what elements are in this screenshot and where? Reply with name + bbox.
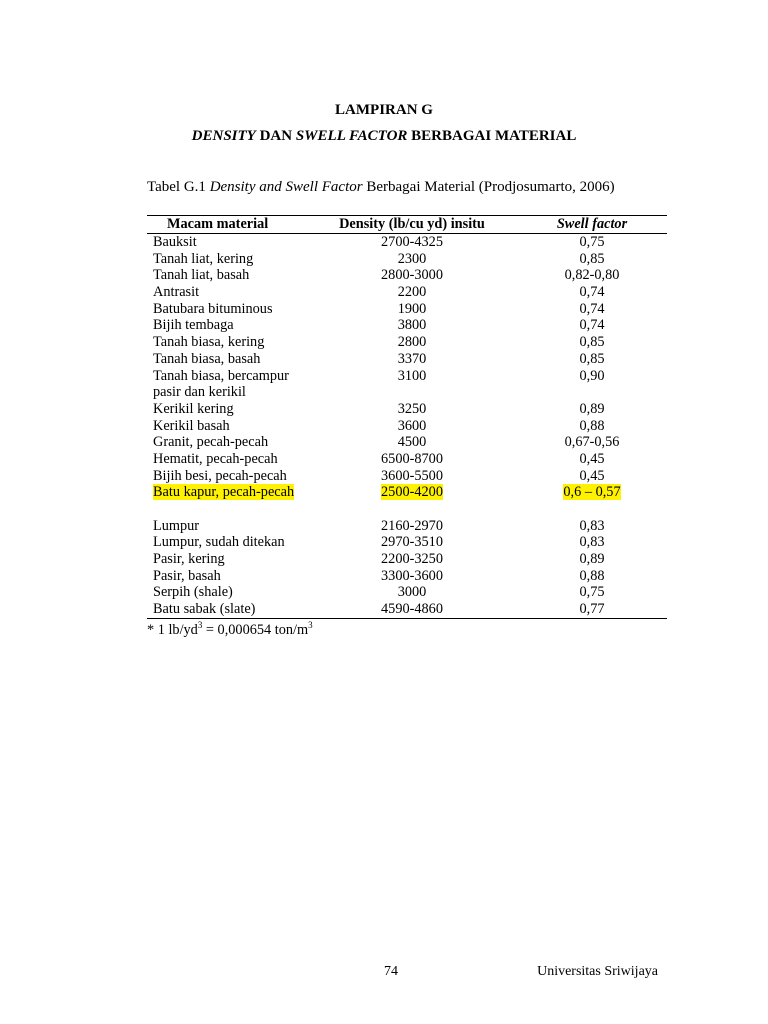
cell-swell-text: 0,85 <box>579 334 605 351</box>
cell-density-text: 2700-4325 <box>381 234 443 250</box>
table-body <box>147 234 667 618</box>
cell-swell <box>517 434 667 451</box>
cell-density <box>327 301 497 318</box>
cell-density <box>327 434 497 451</box>
table-row <box>147 484 667 517</box>
cell-density-text: 2500-4200 <box>381 484 443 501</box>
cell-swell-text: 0,83 <box>579 517 605 534</box>
cell-density-text: 3600 <box>397 417 427 434</box>
cell-density-text: 3370 <box>397 350 427 367</box>
cell-material <box>153 468 313 485</box>
cell-swell <box>517 251 667 268</box>
cell-swell <box>517 317 667 334</box>
cell-material-text: Serpih (shale) <box>153 584 233 601</box>
table-caption <box>147 179 615 196</box>
cell-material-text: Bijih tembaga <box>153 317 234 334</box>
table-row <box>147 317 667 334</box>
cell-material-text: Pasir, basah <box>153 567 221 584</box>
footnote-sup2: 3 <box>308 620 313 630</box>
cell-swell-text: 0,45 <box>579 467 605 484</box>
cell-density <box>327 518 497 535</box>
header-density: Density (lb/cu yd) insitu <box>339 216 485 232</box>
cell-density-text: 2200-3250 <box>381 551 443 568</box>
cell-material <box>153 284 313 301</box>
table-bottom-rule <box>147 618 667 619</box>
header-material: Macam material <box>167 216 269 232</box>
cell-swell <box>517 301 667 318</box>
cell-swell <box>517 484 667 501</box>
caption-italic: Density and Swell Factor <box>209 179 363 195</box>
footnote-part1: * 1 lb/yd <box>147 621 198 638</box>
cell-density-text: 2200 <box>397 284 427 301</box>
appendix-subtitle <box>0 128 768 145</box>
cell-swell-text: 0,74 <box>579 317 605 334</box>
cell-density <box>327 534 497 551</box>
cell-material-text: Tanah liat, kering <box>153 250 254 267</box>
table-row <box>147 368 667 401</box>
cell-density <box>327 368 497 385</box>
cell-density <box>327 551 497 568</box>
cell-swell-text: 0,77 <box>579 601 605 618</box>
cell-density-text: 6500-8700 <box>381 450 443 467</box>
table-row <box>147 468 667 485</box>
cell-material-text: Kerikil kering <box>153 400 234 417</box>
cell-density-text: 2300 <box>397 250 427 267</box>
table-row <box>147 418 667 435</box>
cell-density-text: 3800 <box>397 317 427 334</box>
cell-material-text: Bauksit <box>153 234 197 250</box>
table-row <box>147 434 667 451</box>
cell-material <box>153 401 313 418</box>
cell-swell-text: 0,45 <box>579 450 605 467</box>
subtitle-italic-density: DENSITY <box>191 128 256 144</box>
cell-material <box>153 368 313 401</box>
cell-swell-text: 0,88 <box>579 417 605 434</box>
subtitle-end: BERBAGAI MATERIAL <box>407 128 577 144</box>
cell-density <box>327 317 497 334</box>
university-name: Universitas Sriwijaya <box>537 964 658 979</box>
cell-material <box>153 234 313 251</box>
cell-swell-text: 0,83 <box>579 534 605 551</box>
cell-density-text: 2800-3000 <box>381 267 443 284</box>
cell-material-text: Batu kapur, pecah-pecah <box>153 484 295 501</box>
cell-material-text: Bijih besi, pecah-pecah <box>153 467 287 484</box>
cell-density-text: 3600-5500 <box>381 467 443 484</box>
cell-swell <box>517 551 667 568</box>
cell-material-text: Tanah liat, basah <box>153 267 250 284</box>
table-row <box>147 284 667 301</box>
cell-density <box>327 251 497 268</box>
cell-material <box>153 518 313 535</box>
cell-swell <box>517 334 667 351</box>
cell-swell-text: 0,90 <box>579 367 605 384</box>
cell-density <box>327 601 497 618</box>
cell-density-text: 3000 <box>397 584 427 601</box>
cell-material-text: Tanah biasa, basah <box>153 350 261 367</box>
table-row <box>147 534 667 551</box>
cell-density <box>327 267 497 284</box>
cell-material <box>153 584 313 601</box>
cell-swell-text: 0,67-0,56 <box>564 434 620 451</box>
cell-swell <box>517 534 667 551</box>
cell-material <box>153 551 313 568</box>
cell-density-text: 3100 <box>397 367 427 384</box>
cell-swell-text: 0,6 – 0,57 <box>563 484 621 501</box>
cell-swell <box>517 451 667 468</box>
table-header-row <box>147 215 667 234</box>
caption-prefix: Tabel G.1 <box>147 179 210 195</box>
cell-swell <box>517 568 667 585</box>
cell-material <box>153 434 313 451</box>
cell-material <box>153 484 313 501</box>
cell-swell <box>517 284 667 301</box>
table-row <box>147 234 667 251</box>
cell-material <box>153 251 313 268</box>
material-table <box>147 215 667 619</box>
cell-swell-text: 0,89 <box>579 400 605 417</box>
cell-density <box>327 351 497 368</box>
cell-swell-text: 0,89 <box>579 551 605 568</box>
table-row <box>147 568 667 585</box>
cell-material-text: Tanah biasa, kering <box>153 334 265 351</box>
subtitle-italic-swell: SWELL FACTOR <box>295 128 408 144</box>
cell-density <box>327 468 497 485</box>
cell-density-text: 1900 <box>397 300 427 317</box>
cell-material-text: Antrasit <box>153 284 200 301</box>
table-row <box>147 301 667 318</box>
cell-material <box>153 534 313 551</box>
cell-swell-text: 0,75 <box>579 234 605 250</box>
cell-swell <box>517 468 667 485</box>
footnote <box>147 620 313 639</box>
cell-swell <box>517 234 667 251</box>
table-row <box>147 351 667 368</box>
cell-swell <box>517 401 667 418</box>
cell-density <box>327 418 497 435</box>
table-row <box>147 518 667 535</box>
table-row <box>147 267 667 284</box>
table-row <box>147 251 667 268</box>
cell-density-text: 2800 <box>397 334 427 351</box>
table-row <box>147 334 667 351</box>
cell-density <box>327 584 497 601</box>
cell-material-text: Pasir, kering <box>153 551 225 568</box>
cell-material <box>153 601 313 618</box>
cell-material-text: Lumpur, sudah ditekan <box>153 534 285 551</box>
cell-material <box>153 301 313 318</box>
cell-swell <box>517 267 667 284</box>
cell-material <box>153 351 313 368</box>
caption-suffix: Berbagai Material (Prodjosumarto, 2006) <box>362 179 615 195</box>
cell-density <box>327 334 497 351</box>
cell-material-text: Tanah biasa, bercampur pasir dan kerikil <box>153 367 289 401</box>
cell-material-text: Batubara bituminous <box>153 300 273 317</box>
footnote-part2: = 0,000654 ton/m <box>202 621 309 638</box>
cell-density <box>327 484 497 501</box>
table-row <box>147 551 667 568</box>
cell-material-text: Batu sabak (slate) <box>153 601 256 618</box>
page-number: 74 <box>384 964 398 979</box>
cell-swell-text: 0,74 <box>579 300 605 317</box>
cell-swell-text: 0,82-0,80 <box>564 267 620 284</box>
cell-swell <box>517 351 667 368</box>
cell-density <box>327 234 497 251</box>
cell-density <box>327 401 497 418</box>
table-row <box>147 451 667 468</box>
footnote-sup1: 3 <box>197 620 203 630</box>
cell-material <box>153 334 313 351</box>
cell-density <box>327 451 497 468</box>
cell-swell-text: 0,88 <box>579 567 605 584</box>
cell-density-text: 3250 <box>397 400 427 417</box>
cell-swell-text: 0,75 <box>579 584 605 601</box>
appendix-title-text: LAMPIRAN G <box>335 102 433 118</box>
cell-material-text: Lumpur <box>153 517 200 534</box>
cell-swell-text: 0,85 <box>579 350 605 367</box>
cell-swell-text: 0,85 <box>579 250 605 267</box>
cell-density-text: 2970-3510 <box>381 534 443 551</box>
cell-swell-text: 0,74 <box>579 284 605 301</box>
cell-material-text: Granit, pecah-pecah <box>153 434 269 451</box>
cell-material-text: Hematit, pecah-pecah <box>153 450 278 467</box>
header-swell: Swell factor <box>556 216 628 232</box>
cell-swell <box>517 418 667 435</box>
cell-material-text: Kerikil basah <box>153 417 230 434</box>
subtitle-mid: DAN <box>255 128 296 144</box>
cell-material <box>153 317 313 334</box>
cell-density-text: 4500 <box>397 434 427 451</box>
cell-swell <box>517 601 667 618</box>
table-row <box>147 401 667 418</box>
cell-density-text: 3300-3600 <box>381 567 443 584</box>
cell-material <box>153 267 313 284</box>
cell-swell <box>517 368 667 385</box>
table-row <box>147 601 667 618</box>
appendix-title <box>0 102 768 119</box>
cell-material <box>153 418 313 435</box>
cell-material <box>153 451 313 468</box>
cell-density-text: 4590-4860 <box>381 601 443 618</box>
table-row <box>147 584 667 601</box>
cell-density <box>327 284 497 301</box>
cell-material <box>153 568 313 585</box>
cell-swell <box>517 518 667 535</box>
cell-density <box>327 568 497 585</box>
cell-density-text: 2160-2970 <box>381 517 443 534</box>
cell-swell <box>517 584 667 601</box>
